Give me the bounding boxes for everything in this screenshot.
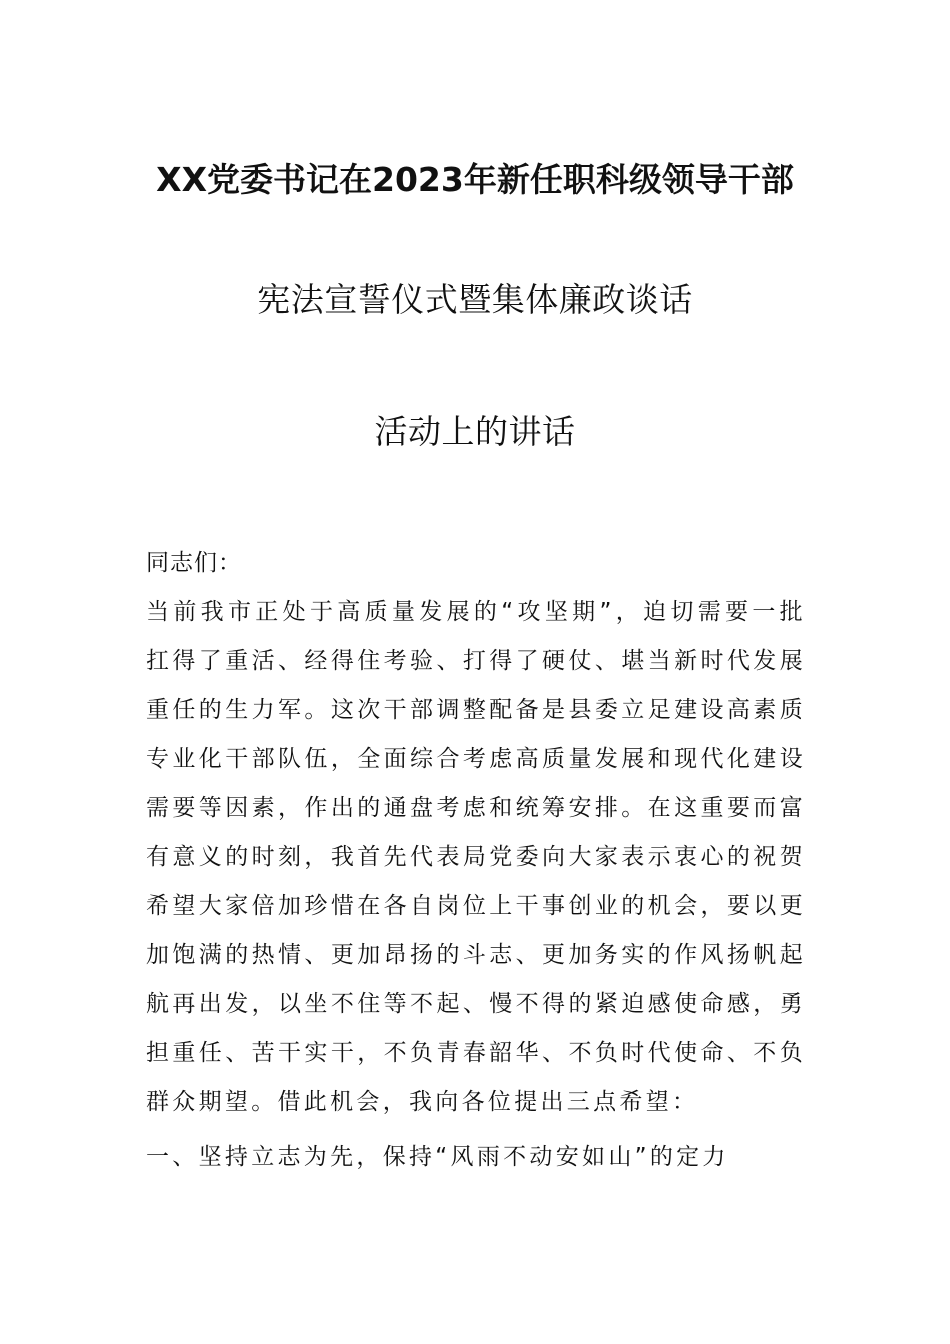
greeting: 同志们： [146,550,242,576]
document-title-line-3: 活动上的讲话 [374,412,576,451]
document-title-line-2: 宪法宣誓仪式暨集体廉政谈话 [257,280,693,319]
body-paragraph: 当前我市正处于高质量发展的“攻坚期”，迫切需要一批扛得了重活、经得住考验、打得了硬仗、堪当新时代发展重任的生力军。这次干部调整配备是县委立足建设高素质专业化干部队伍，全面综合考虑高质量发展和现代化建设需要等因素，作出的通盘考虑和统筹安排。在这重要而富有意义的时刻，我首先代表局党委向大家表示衷心的祝贺希望大家倍加珍惜在各自岗位上干事创业的机会，要以更加饱满的热情、更加昂扬的斗志、更加务实的作风扬帆起航再出发，以坐不住等不起、慢不得的紧迫感使命感，勇担重任、苦干实干，不负青春韶华、不负时代使命、不负群众期望。借此机会，我向各位提出三点希望： [146,599,806,1115]
section-heading-1: 一、坚持立志为先，保持“风雨不动安如山”的定力 [146,1144,729,1170]
document-title-line-1: XX党委书记在2023年新任职科级领导干部 [156,160,794,199]
